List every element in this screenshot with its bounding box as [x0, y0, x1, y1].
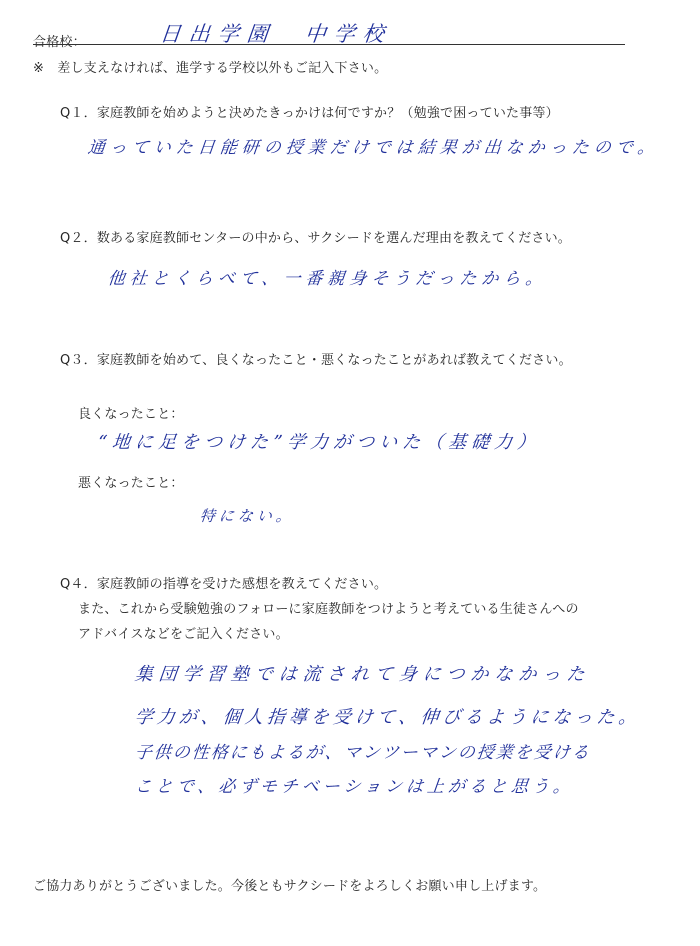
q1-answer: 通っていた日能研の授業だけでは結果が出なかったので。	[86, 138, 661, 158]
q3-good-answer: “地に足をつけた”学力がついた（基礎力）	[96, 432, 542, 453]
q2-question: Q２．数ある家庭教師センターの中から、サクシードを選んだ理由を教えてください。	[60, 231, 571, 246]
school-label: 合格校：	[33, 35, 86, 50]
q4-answer-line-3: 子供の性格にもよるが、マンツーマンの授業を受ける	[133, 743, 592, 763]
q2-answer: 他社とくらべて、一番親身そうだったから。	[106, 269, 549, 289]
q4-answer-line-4: ことで、必ずモチベーションは上がると思う。	[133, 777, 576, 797]
header-note: ※ 差し支えなければ、進学する学校以外もご記入下さい。	[33, 61, 388, 76]
q3-good-label: 良くなったこと：	[78, 407, 184, 422]
q4-answer-line-1: 集団学習塾では流されて身につかなかった	[133, 664, 592, 685]
school-value: 日出学園 中学校	[158, 22, 394, 46]
q3-bad-label: 悪くなったこと：	[78, 476, 184, 491]
q1-question: Q１．家庭教師を始めようと決めたきっかけは何ですか？（勉強で困っていた事等）	[60, 106, 559, 121]
q3-bad-answer: 特にない。	[199, 507, 296, 525]
school-underline	[33, 44, 625, 45]
q3-question: Q３．家庭教師を始めて、良くなったこと・悪くなったことがあれば教えてください。	[60, 353, 572, 368]
q4-question-line-3: アドバイスなどをご記入ください。	[78, 627, 289, 642]
q4-question-line-1: Q４．家庭教師の指導を受けた感想を教えてください。	[60, 577, 388, 592]
q4-question-line-2: また、これから受験勉強のフォローに家庭教師をつけようと考えている生徒さんへの	[78, 602, 579, 617]
footer-thanks: ご協力ありがとうございました。今後ともサクシードをよろしくお願い申し上げます。	[33, 879, 547, 894]
q4-answer-line-2: 学力が、個人指導を受けて、伸びるようになった。	[133, 707, 642, 728]
